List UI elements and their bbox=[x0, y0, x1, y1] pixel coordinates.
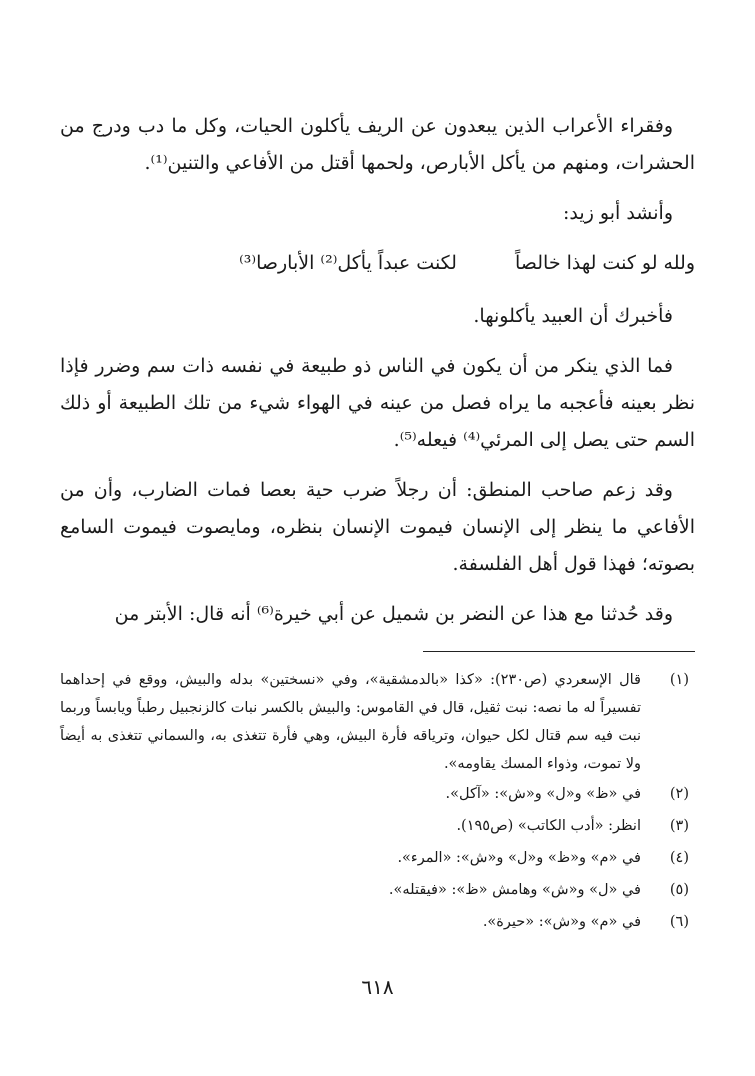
paragraph-5: وقد زعم صاحب المنطق: أن رجلاً ضرب حية بعصا فمات الضارب، وأن من الأفاعي ما ينظر إلى الإنسان فيموت الإنسان بنظره، ومايصوت فيموت السامع بصوته؛ فهذا قول أهل الفلسفة. bbox=[60, 479, 695, 575]
footnote-number: (٦) bbox=[669, 914, 689, 930]
paragraph-4: فما الذي ينكر من أن يكون في الناس ذو طبيعة في نفسه ذات سم وضرر فإذا نظر بعينه فأعجبه ما يراه فصل من عينه في الهواء شيء من تلك الطبيعة أو ذلك السم حتى يصل إلى المرئي⁽⁴⁾ فيعله⁽⁵⁾. bbox=[60, 355, 695, 451]
poetry-verse bbox=[60, 245, 695, 282]
footnote-number: (١) bbox=[669, 672, 689, 688]
footnote-number: (٤) bbox=[669, 850, 689, 866]
footnote-4 bbox=[60, 844, 695, 872]
footnote-number: (٢) bbox=[669, 786, 689, 802]
paragraph-1: وفقراء الأعراب الذين يبعدون عن الريف يأكلون الحيات، وكل ما دب ودرج من الحشرات، ومنهم من يأكل الأبارص، ولحمها أقتل من الأفاعي والتنين⁽¹⁾. bbox=[60, 115, 695, 174]
footnote-text: انظر: «أدب الكاتب» (ص١٩٥). bbox=[456, 818, 641, 834]
main-text bbox=[60, 108, 695, 633]
footnote-separator bbox=[423, 651, 695, 652]
footnote-3 bbox=[60, 812, 695, 840]
paragraph-3: فأخبرك أن العبيد يأكلونها. bbox=[473, 305, 673, 327]
book-page bbox=[60, 108, 695, 1036]
footnotes bbox=[60, 666, 695, 936]
paragraph-6: وقد حُدثنا مع هذا عن النضر بن شميل عن أبي خيرة⁽⁶⁾ أنه قال: الأبتر من bbox=[114, 603, 673, 625]
footnote-text: في «م» و«ظ» و«ل» و«ش»: «المرء». bbox=[397, 850, 641, 866]
footnote-number: (٣) bbox=[669, 818, 689, 834]
footnote-5 bbox=[60, 876, 695, 904]
footnote-number: (٥) bbox=[669, 882, 689, 898]
footnote-2 bbox=[60, 780, 695, 808]
verse-first-hemistich: ولله لو كنت لهذا خالصاً bbox=[514, 252, 695, 274]
footnote-text: في «ل» و«ش» وهامش «ظ»: «فيقتله». bbox=[388, 882, 641, 898]
footnote-text: في «ظ» و«ل» و«ش»: «آكل». bbox=[445, 786, 641, 802]
footnote-6 bbox=[60, 908, 695, 936]
page-number: ٦١٨ bbox=[361, 975, 394, 999]
footnote-text: في «م» و«ش»: «حيرة». bbox=[482, 914, 641, 930]
footnote-text: قال الإسعردي (ص٢٣٠): «كذا «بالدمشقية»، وفي «نسختين» بدله والبيش، ووقع في إحداهما تفسيراً له ما نصه: نبت ثقيل، قال في القاموس: والبيش بالكسر نبات كالزنجبيل رطباً ويابساً وربما نبت فيه سم قتال لكل حيوان، وترياقه فأرة البيش، وهي فأرة تتغذى به، والسماني تتغذى به أيضاً ولا تموت، وذواء المسك يقاومه». bbox=[60, 672, 641, 772]
footnote-1 bbox=[60, 666, 695, 778]
verse-second-hemistich: لكنت عبداً يأكل⁽²⁾ الأبارصا⁽³⁾ bbox=[239, 252, 457, 274]
paragraph-2: وأنشد أبو زيد: bbox=[563, 202, 673, 224]
